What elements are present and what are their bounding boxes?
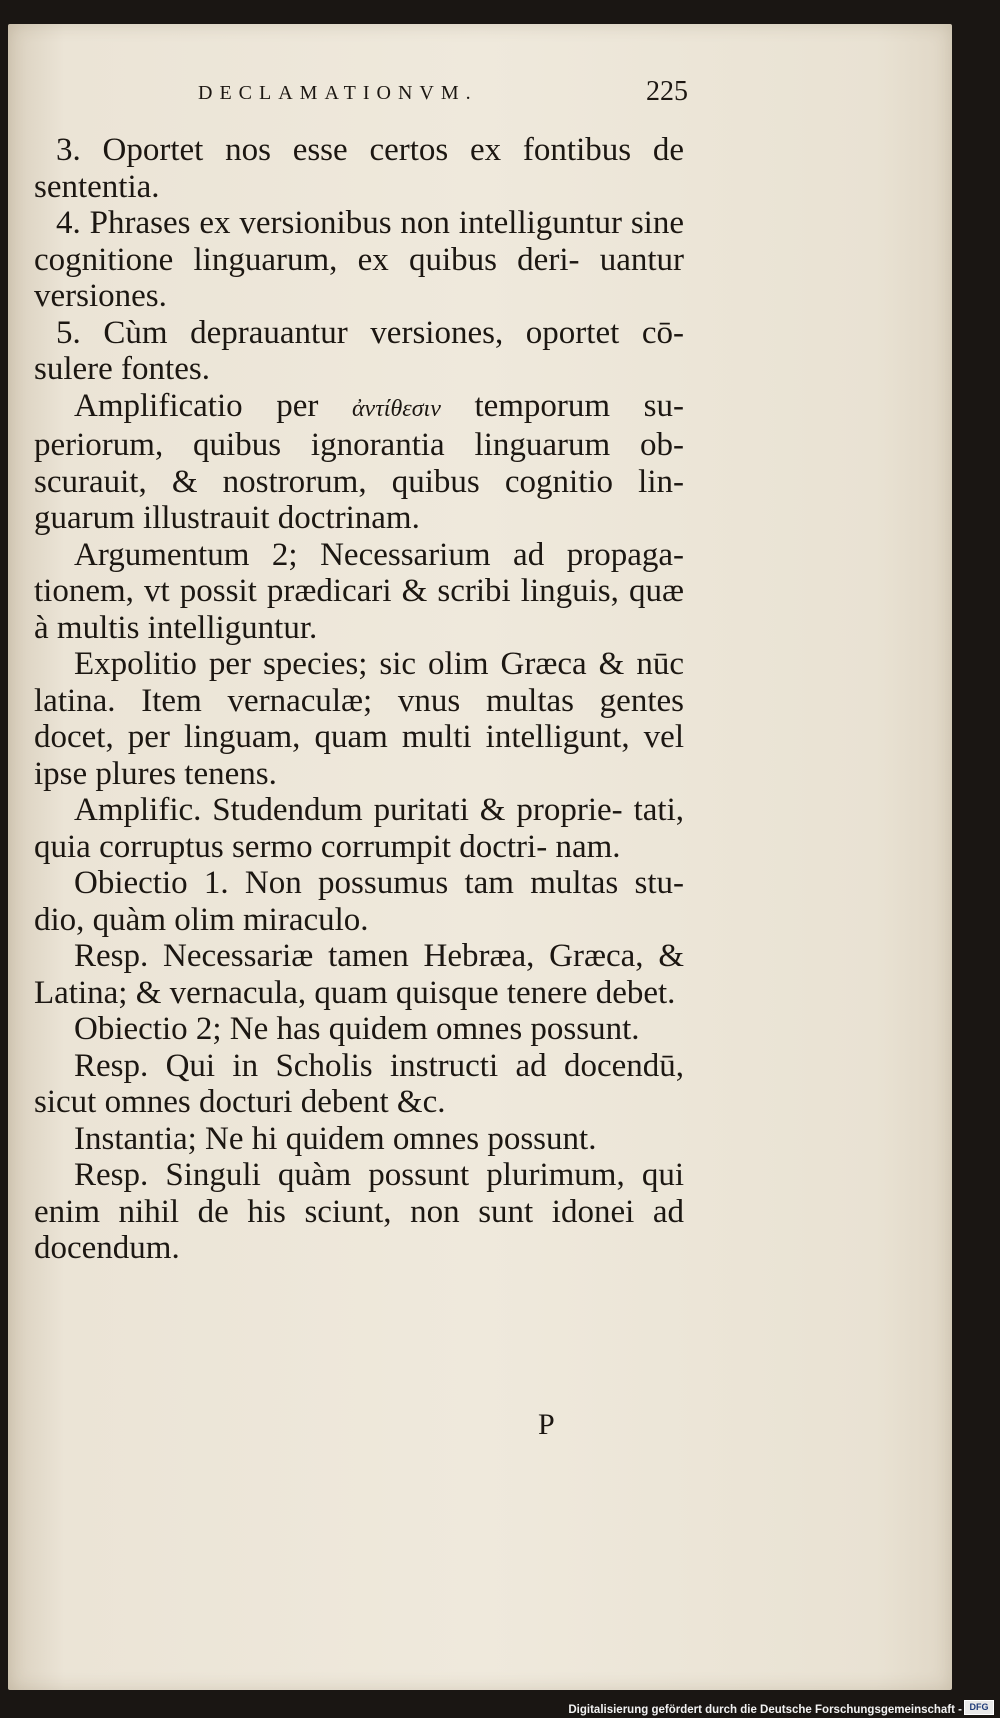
amplificatio-lead: Amplificatio per [74,387,319,424]
paragraph-point-5: 5. Cùm deprauantur versiones, oportet cō- sulere fontes. [34,314,684,387]
paragraph-resp-3: Resp. Singuli quàm possunt plurimum, qui enim nihil de his sciunt, non sunt idonei ad docendum. [34,1157,684,1266]
paragraph-argumentum: Argumentum 2; Necessarium ad propaga- tionem, vt possit prædicari & scribi linguis, quæ à multis intelliguntur. [34,536,684,646]
paragraph-obiectio-2: Obiectio 2; Ne has quidem omnes possunt. [74,1011,640,1047]
paragraph-point-4: 4. Phrases ex versionibus non intelliguntur sine cognitione linguarum, ex quibus deri- uantur versiones. [34,205,684,314]
paragraph-amplificatio [34,388,684,537]
paragraph-resp-1: Resp. Necessariæ tamen Hebræa, Græca, & Latina; & vernacula, quam quisque tenere debet. [34,938,684,1011]
catchword: P [538,1408,555,1441]
body-text [34,132,684,1267]
digitization-credit: Digitalisierung gefördert durch die Deutsche Forschungsgemeinschaft - [568,1704,962,1716]
paragraph-point-3: 3. Oportet nos esse certos ex fontibus de sententia. [34,132,684,205]
book-page [8,24,952,1690]
running-head: DECLAMATIONVM. [198,82,478,104]
paragraph-resp-2: Resp. Qui in Scholis instructi ad docendū, sicut omnes docturi debent &c. [34,1047,684,1120]
page-header [198,76,688,116]
paragraph-expolitio: Expolitio per species; sic olim Græca & nūc latina. Item vernaculæ; vnus multas gentes docet, per linguam, quam multi intelligunt, vel ipse plures tenens. [34,646,684,792]
paragraph-instantia: Instantia; Ne hi quidem omnes possunt. [74,1120,597,1157]
dfg-logo: DFG [964,1700,994,1715]
greek-word: ἀντίθεσιν [351,395,441,422]
amplificatio-rest: temporum su- periorum, quibus ignorantia linguarum ob- scurauit, & nostrorum, quibus cognitio lin- guarum illustrauit doctrinam. [34,387,685,536]
paragraph-amplific: Amplific. Studendum puritati & proprie- tati, quia corruptus sermo corrumpit doctri- nam. [34,792,684,865]
page-number: 225 [646,76,688,107]
paragraph-obiectio-1: Obiectio 1. Non possumus tam multas stu- dio, quàm olim miraculo. [34,865,684,938]
